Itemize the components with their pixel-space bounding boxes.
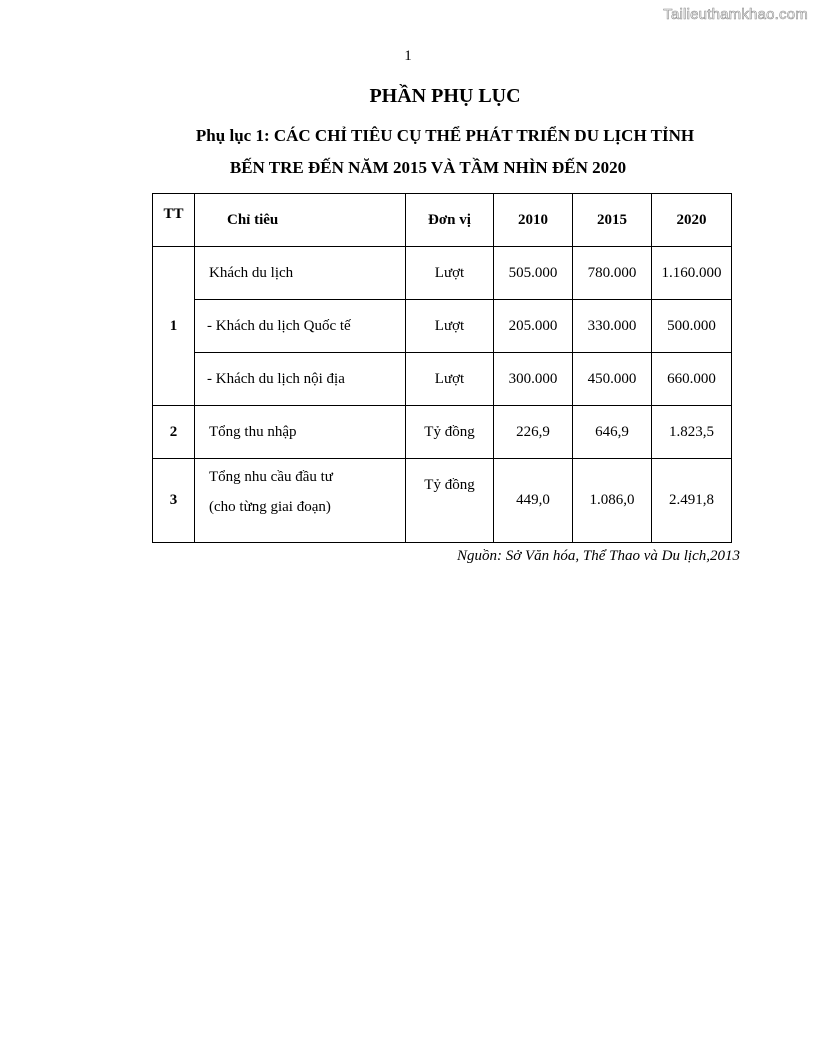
value-2020-cell: 660.000 [652, 353, 732, 406]
value-2010-cell: 226,9 [494, 406, 573, 459]
value-2010-cell: 300.000 [494, 353, 573, 406]
value-2015-cell: 450.000 [573, 353, 652, 406]
header-indicator: Chỉ tiêu [195, 194, 406, 247]
value-2020-cell: 500.000 [652, 300, 732, 353]
value-2010-cell: 449,0 [494, 459, 573, 543]
header-2015: 2015 [573, 194, 652, 247]
row-number: 1 [153, 247, 195, 406]
indicator-cell: - Khách du lịch nội địa [195, 353, 406, 406]
table-row [153, 406, 732, 459]
indicator-cell: Khách du lịch [195, 247, 406, 300]
unit-cell: Tỷ đồng [406, 459, 494, 543]
value-2010-cell: 505.000 [494, 247, 573, 300]
indicator-line-1: Tổng nhu cầu đầu tư [209, 469, 333, 485]
indicator-cell: - Khách du lịch Quốc tế [195, 300, 406, 353]
value-2020-cell: 1.160.000 [652, 247, 732, 300]
indicator-line-2: (cho từng giai đoạn) [209, 499, 331, 515]
table-row [153, 459, 732, 543]
page-number: 1 [404, 48, 412, 64]
row-number: 2 [153, 406, 195, 459]
table-row [153, 300, 732, 353]
source-note: Nguồn: Sở Văn hóa, Thể Thao và Du lịch,2013 [457, 548, 740, 564]
header-2010: 2010 [494, 194, 573, 247]
indicator-cell: Tổng thu nhập [195, 406, 406, 459]
row-number: 3 [153, 459, 195, 543]
value-2010-cell: 205.000 [494, 300, 573, 353]
appendix-subtitle-line-2: BẾN TRE ĐẾN NĂM 2015 VÀ TẦM NHÌN ĐẾN 2020 [229, 158, 627, 177]
unit-cell: Lượt [406, 353, 494, 406]
unit-cell: Tỷ đồng [406, 406, 494, 459]
header-unit: Đơn vị [406, 194, 494, 247]
value-2015-cell: 780.000 [573, 247, 652, 300]
value-2015-cell: 330.000 [573, 300, 652, 353]
indicator-cell [195, 459, 406, 543]
page-title: PHẦN PHỤ LỤC [369, 85, 521, 107]
table-row [153, 247, 732, 300]
table-row [153, 353, 732, 406]
value-2015-cell: 646,9 [573, 406, 652, 459]
tourism-targets-table [152, 193, 732, 543]
value-2020-cell: 1.823,5 [652, 406, 732, 459]
header-2020: 2020 [652, 194, 732, 247]
header-tt: TT [153, 194, 195, 247]
unit-cell: Lượt [406, 300, 494, 353]
value-2015-cell: 1.086,0 [573, 459, 652, 543]
appendix-subtitle-line-1: Phụ lục 1: CÁC CHỈ TIÊU CỤ THỂ PHÁT TRIỂN DU LỊCH TỈNH [195, 126, 695, 145]
unit-cell: Lượt [406, 247, 494, 300]
watermark: Tailieuthamkhao.com [663, 6, 808, 23]
table-header-row [153, 194, 732, 247]
value-2020-cell: 2.491,8 [652, 459, 732, 543]
